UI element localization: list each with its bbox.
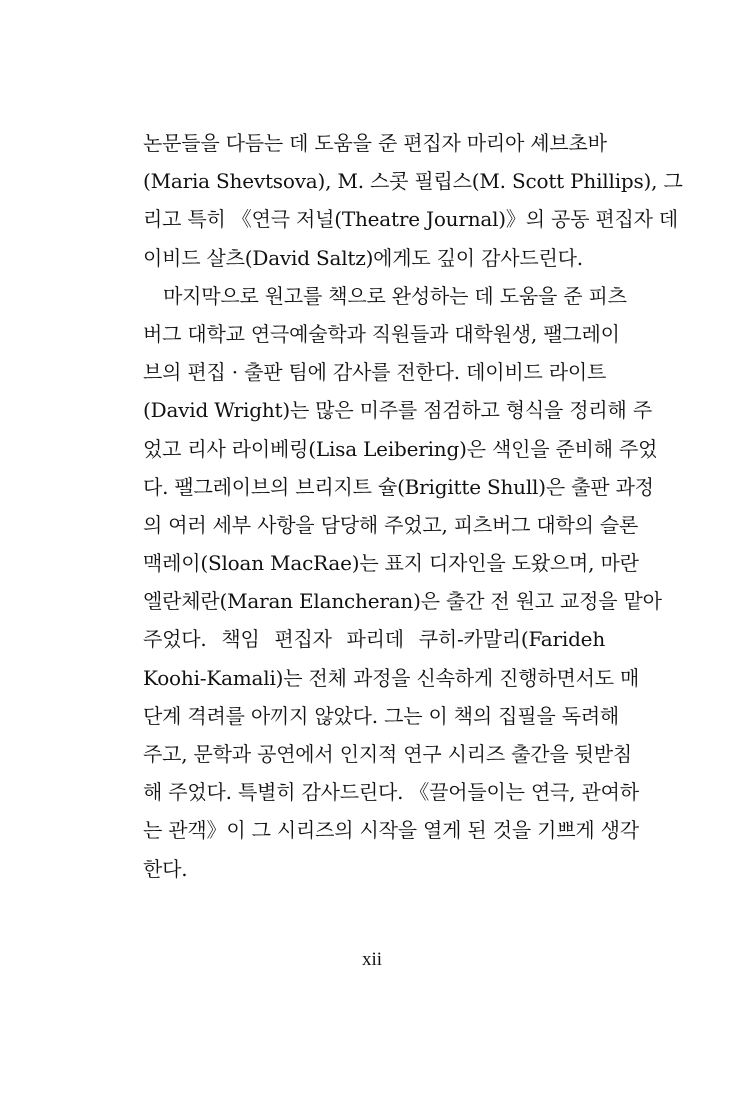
text-line: 마지막으로 원고를 책으로 완성하는 데 도움을 준 피츠 — [163, 283, 627, 308]
paragraph-acknowledgement-production — [143, 277, 662, 888]
text-line: (David Wright)는 많은 미주를 점검하고 형식을 정리해 주 — [143, 398, 652, 423]
text-line: 다. 팰그레이브의 브리지트 슐(Brigitte Shull)은 출판 과정 — [143, 474, 654, 499]
text-line: 맥레이(Sloan MacRae)는 표지 디자인을 도왔으며, 마란 — [143, 551, 639, 576]
text-line: 는 관객》이 그 시리즈의 시작을 열게 된 것을 기쁘게 생각 — [143, 818, 639, 843]
text-line: 논문들을 다듬는 데 도움을 준 편집자 마리아 셰브초바 — [143, 131, 607, 155]
text-line: 었고 리사 라이베링(Lisa Leibering)은 색인을 준비해 주었 — [143, 436, 658, 461]
text-line: 버그 대학교 연극예술학과 직원들과 대학원생, 팰그레이 — [143, 321, 620, 346]
page-number: xii — [361, 949, 383, 970]
text-line: 이비드 살츠(David Saltz)에게도 깊이 감사드린다. — [143, 245, 583, 270]
text-line: Koohi-Kamali)는 전체 과정을 신속하게 진행하면서도 매 — [143, 665, 640, 690]
body-text — [143, 124, 683, 888]
text-line: 의 여러 세부 사항을 담당해 주었고, 피츠버그 대학의 슬론 — [143, 512, 639, 537]
text-line: 한다. — [143, 856, 188, 881]
text-line: 브의 편집 · 출판 팀에 감사를 전한다. 데이비드 라이트 — [143, 360, 607, 385]
text-line: (Maria Shevtsova), M. 스콧 필립스(M. Scott Phillips), 그 — [143, 169, 683, 194]
text-line: 주고, 문학과 공연에서 인지적 연구 시리즈 출간을 뒷받침 — [143, 742, 633, 766]
text-line: 해 주었다. 특별히 감사드린다. 《끌어들이는 연극, 관여하 — [143, 780, 639, 805]
text-line: 엘란체란(Maran Elancheran)은 출간 전 원고 교정을 맡아 — [143, 589, 662, 614]
text-line: 리고 특히 《연극 저널(Theatre Journal)》의 공동 편집자 데 — [143, 207, 679, 232]
paragraph-acknowledgement-editors — [143, 124, 683, 277]
text-line: 단계 격려를 아끼지 않았다. 그는 이 책의 집필을 독려해 — [143, 703, 620, 728]
text-line: 주었다. 책임 편집자 파리데 쿠히-카말리(Farideh — [143, 627, 605, 652]
